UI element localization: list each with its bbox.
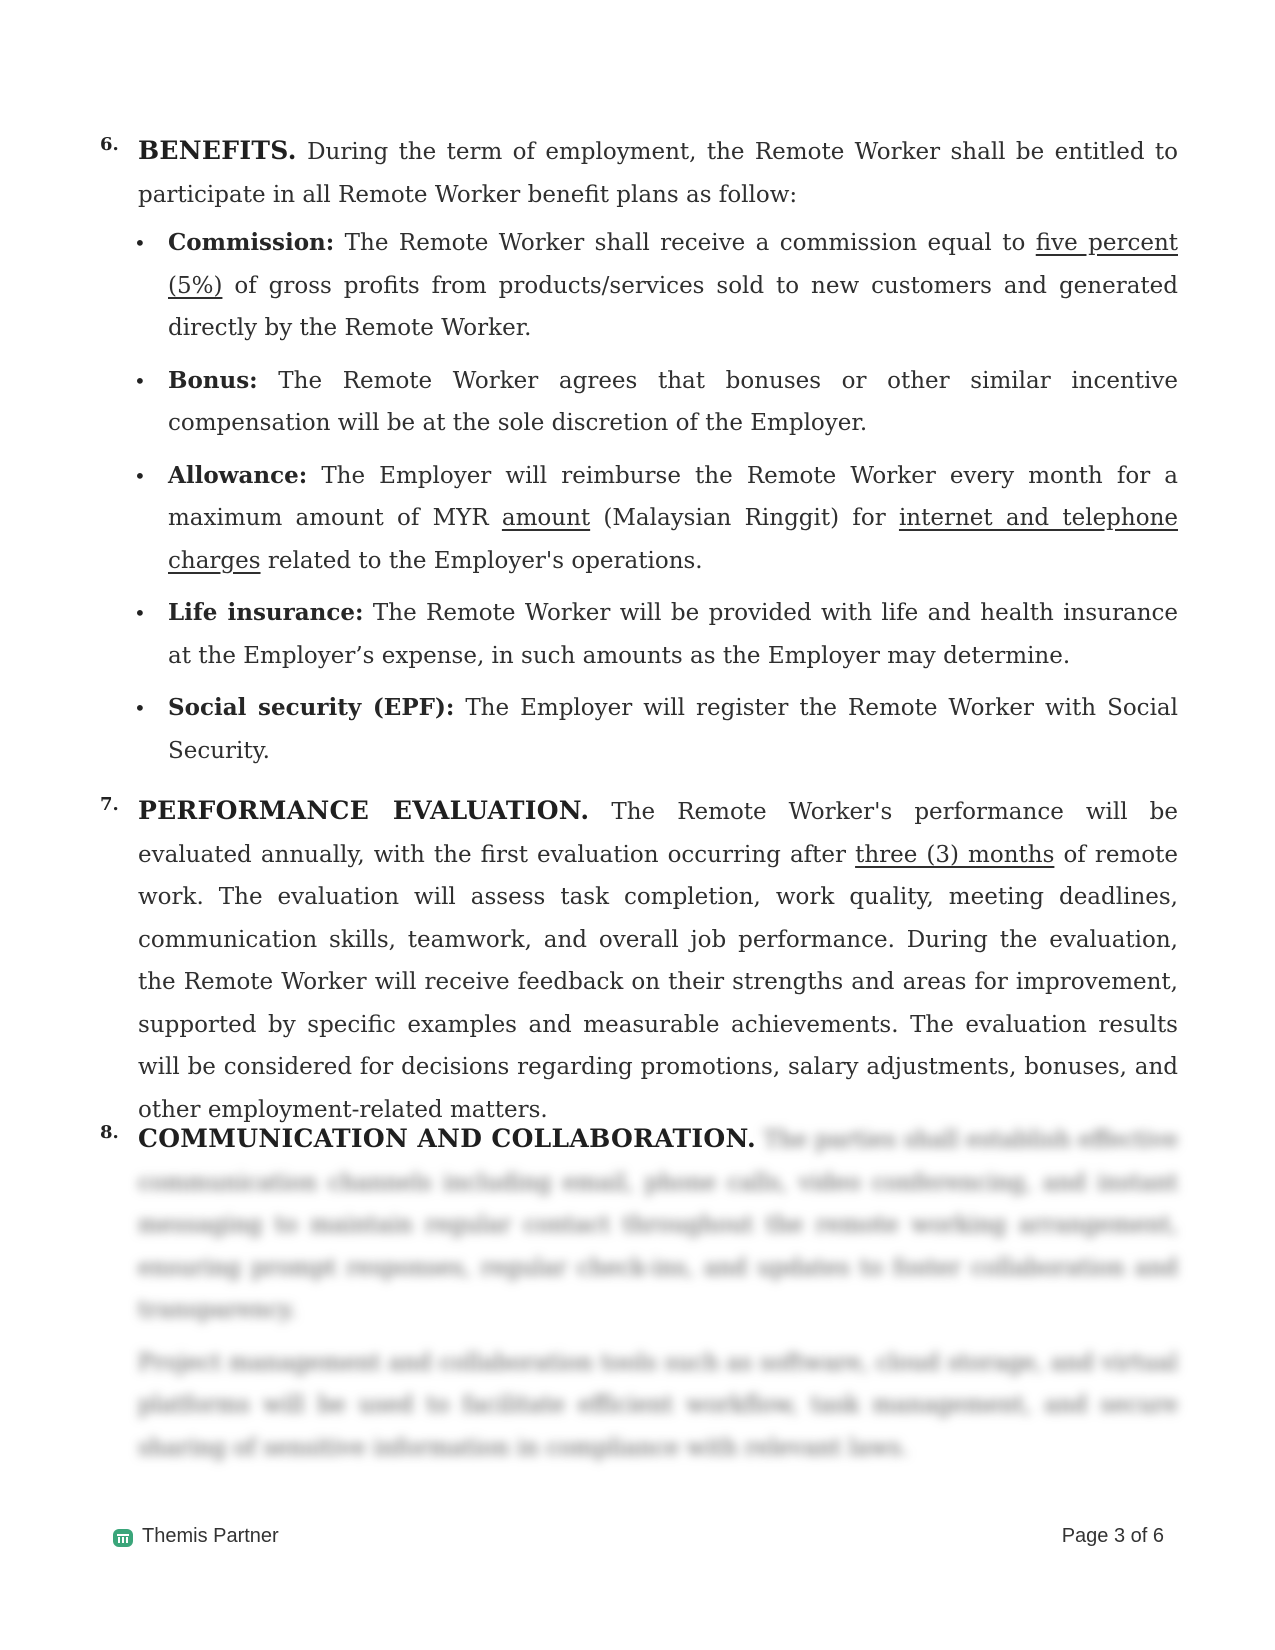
brand-name: Themis Partner	[142, 1525, 279, 1547]
section-intro-text: During the term of employment, the Remote Worker shall be entitled to participate in all Remote Worker benefit plans as follow:	[138, 139, 1178, 208]
bullet-icon: •	[134, 368, 146, 393]
section-communication-collaboration	[100, 1118, 1178, 1469]
section-text: The Remote Worker's performance will be evaluated annually, with the first evaluation occurring after	[138, 799, 1179, 868]
bullet-text: of gross profits from products/services sold to new customers and generated directly by the Remote Worker.	[168, 272, 1178, 341]
bullet-label: Allowance:	[168, 461, 308, 489]
section-title: BENEFITS.	[138, 136, 297, 165]
section-performance-evaluation	[100, 790, 1178, 1131]
blurred-paragraph: Project management and collaboration tools such as software, cloud storage, and virtual platforms will be used to facilitate efficient workflow, task management, and secure sharing of sensitive information in compliance with relevant laws.	[138, 1349, 1178, 1461]
bullet-text: (Malaysian Ringgit) for	[590, 505, 899, 531]
section-benefits	[100, 130, 1178, 782]
section-number: 8.	[100, 1122, 119, 1143]
themis-partner-logo-icon	[112, 1527, 134, 1549]
bullet-icon: •	[134, 231, 146, 255]
benefits-list	[100, 222, 1178, 772]
bullet-icon: •	[134, 601, 146, 625]
bullet-icon: •	[134, 696, 146, 720]
section-paragraph	[138, 130, 1178, 216]
bullet-text: The Remote Worker will be provided with life and health insurance at the Employer’s expense, in such amounts as the Employer may determine.	[168, 600, 1178, 669]
bullet-icon: •	[134, 463, 146, 488]
bullet-label: Commission:	[168, 229, 335, 256]
underlined-term: internet and telephone charges	[168, 505, 1178, 574]
list-item	[134, 455, 1178, 583]
section-paragraph	[138, 790, 1178, 1131]
bullet-text: The Employer will reimburse the Remote Worker every month for a maximum amount of MYR	[168, 462, 1178, 531]
section-number: 7.	[100, 794, 119, 815]
bullet-label: Life insurance:	[168, 599, 364, 626]
list-item	[134, 687, 1178, 772]
section-title: COMMUNICATION AND COLLABORATION.	[138, 1124, 757, 1153]
underlined-term: three (3) months	[855, 841, 1055, 868]
list-item	[134, 592, 1178, 677]
underlined-term: five percent (5%)	[168, 230, 1178, 299]
page-number: Page 3 of 6	[1061, 1525, 1164, 1547]
page-footer	[112, 1525, 1164, 1555]
bullet-text: related to the Employer's operations.	[260, 547, 703, 574]
underlined-term: amount	[501, 505, 591, 531]
section-text: of remote work. The evaluation will assess task completion, work quality, meeting deadlines, communication skills, teamwork, and overall job performance. During the evaluation, the Remote Worker will receive feedback on their strengths and areas for improvement, supported by specific examples and measurable achievements. The evaluation results will be considered for decisions regarding promotions, salary adjustments, bonuses, and other employment-related matters.	[138, 841, 1178, 1123]
bullet-text: The Employer will register the Remote Worker with Social Security.	[168, 695, 1178, 764]
section-paragraph	[138, 1118, 1178, 1332]
bullet-text: The Remote Worker shall receive a commission equal to	[334, 230, 1036, 256]
blurred-text: The parties shall establish effective communication channels including email, phone calls, video conferencing, and instant messaging to maintain regular contact throughout the remote working arrangement, ensuring prompt responses, regular check-ins, and updates to foster collaboration and transparency.	[138, 1127, 1178, 1323]
bullet-label: Bonus:	[168, 366, 258, 394]
bullet-label: Social security (EPF):	[168, 694, 455, 721]
section-number: 6.	[100, 134, 119, 155]
list-item	[134, 222, 1178, 350]
list-item	[134, 360, 1178, 445]
bullet-text: The Remote Worker agrees that bonuses or other similar incentive compensation will be at the sole discretion of the Employer.	[168, 367, 1178, 436]
section-title: PERFORMANCE EVALUATION.	[138, 796, 590, 825]
